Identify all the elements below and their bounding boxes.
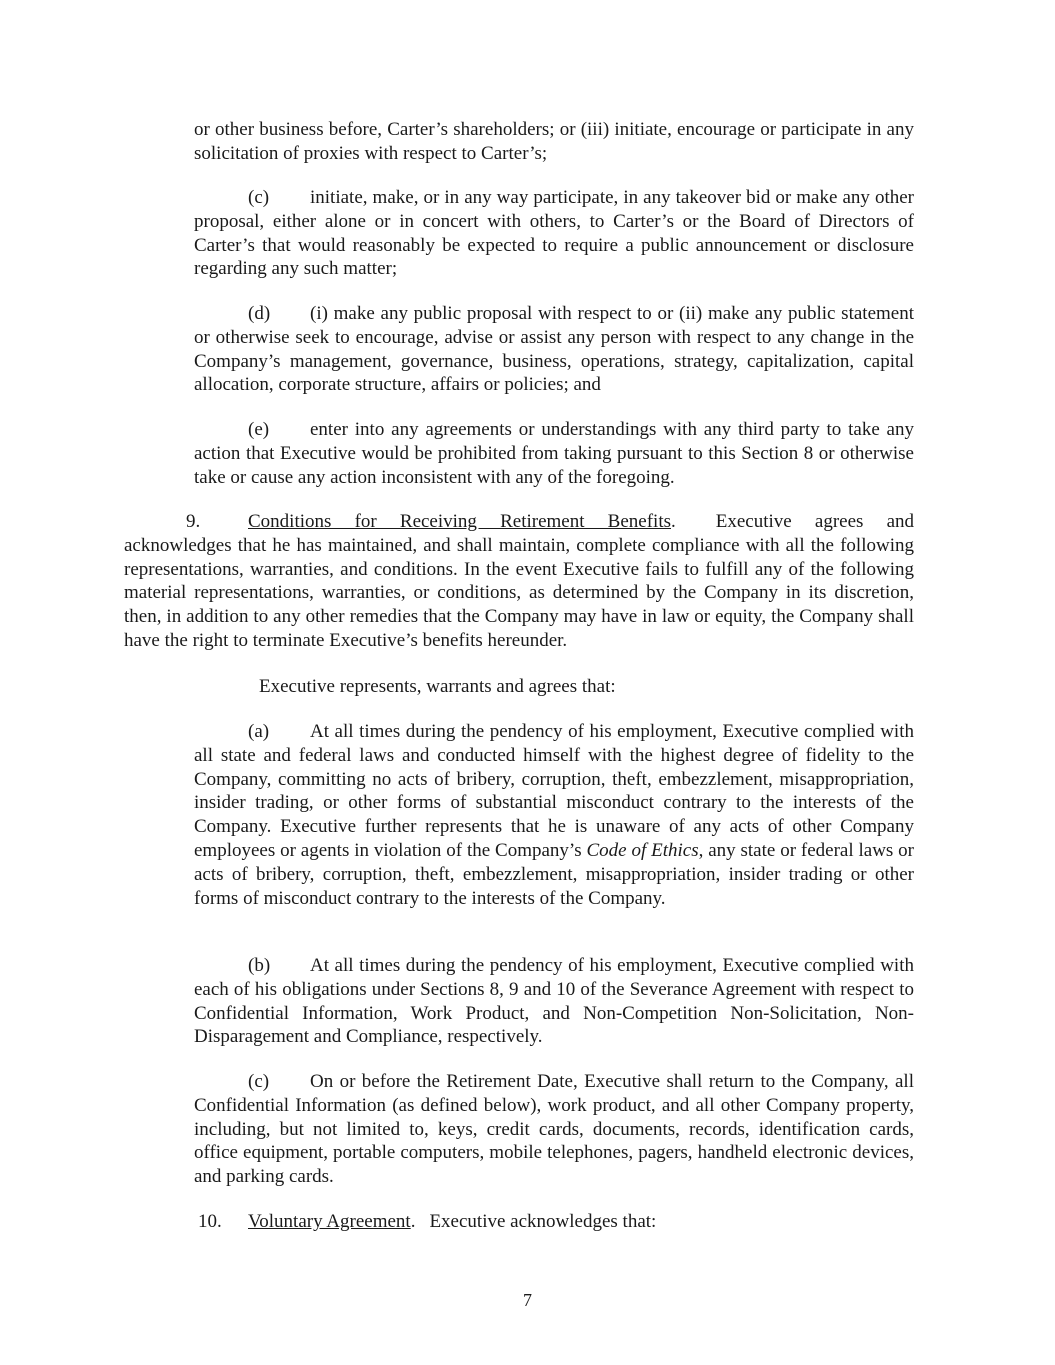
item-text: On or before the Retirement Date, Executive shall return to the Company, all Confidential Information (as defined below), work product, and all other Company property, including, but not limited to, keys, credit cards, documents, records, identification cards, office equipment, portable computers, mobile telephones, pagers, handheld electronic devices, and parking cards.	[194, 1071, 914, 1188]
section-number: 9.	[186, 511, 201, 532]
section-heading: Voluntary Agreement	[248, 1211, 411, 1232]
section-text: Executive agrees and acknowledges that he has maintained, and shall maintain, complete compliance with all the following representations, warranties, and conditions. In the event Executive fails to fulfill any of the following material representations, warranties, or conditions, as determined by the Company in its discretion, then, in addition to any other remedies that the Company may have in law or equity, the Company shall have the right to terminate Executive’s benefits hereunder.	[124, 511, 914, 651]
section-9a-paragraph: (a) At all times during the pendency of his employment, Executive complied with all state and federal laws and conducted himself with the highest degree of fidelity to the Company, committing no acts of bribery, corruption, theft, embezzlement, misappropriation, insider trading, or other forms of substantial misconduct contrary to the interests of the Company. Executive further represents that he is unaware of any acts of other Company employees or agents in violation of the Company’s Code of Ethics, any state or federal laws or acts of bribery, corruption, theft, embezzlement, misappropriation, insider trading or other forms of misconduct contrary to the interests of the Company.	[194, 721, 914, 909]
section-8c-paragraph	[194, 186, 914, 281]
section-9c-paragraph	[194, 1070, 914, 1189]
section-9-intro: Executive represents, warrants and agrees that:	[259, 676, 616, 697]
section-text: Executive acknowledges that:	[429, 1211, 657, 1232]
section-9b-paragraph	[194, 954, 914, 1049]
item-text: At all times during the pendency of his employment, Executive complied with each of his obligations under Sections 8, 9 and 10 of the Severance Agreement with respect to Confidential Information, Work Product, and Non-Competition Non-Solicitation, Non- Disparagement and Compliance, respectively.	[194, 955, 914, 1048]
item-marker: (e)	[248, 419, 270, 440]
page-number: 7	[523, 1290, 532, 1310]
item-marker: (c)	[248, 187, 270, 208]
item-marker: (a)	[248, 721, 270, 742]
section-8e-paragraph	[194, 418, 914, 489]
item-marker: (c)	[248, 1071, 270, 1092]
item-text: (i) make any public proposal with respect to or (ii) make any public statement or otherwise seek to encourage, advise or assist any person with respect to any change in the Company’s management, governance, business, operations, strategy, capitalization, capital allocation, corporate structure, affairs or policies; and	[194, 303, 914, 396]
item-text: initiate, make, or in any way participate, in any takeover bid or make any other proposal, either alone or in concert with others, to Carter’s or the Board of Directors of Carter’s that would reasonably be expected to require a public announcement or disclosure regarding any such matter;	[194, 187, 914, 280]
section-number: 10.	[198, 1211, 222, 1232]
code-of-ethics-reference: Code of Ethics	[586, 839, 699, 861]
section-10-paragraph: 10. Voluntary Agreement. Executive acknowledges that:	[198, 1211, 657, 1232]
section-8d-paragraph	[194, 302, 914, 397]
item-text: enter into any agreements or understandings with any third party to take any action that Executive would be prohibited from taking pursuant to this Section 8 or otherwise take or cause any action inconsistent with any of the foregoing.	[194, 419, 914, 488]
item-marker: (d)	[248, 303, 271, 324]
section-9-paragraph: 9. Conditions for Receiving Retirement Benefits. Executive agrees and acknowledges that he has maintained, and shall maintain, complete compliance with all the following representations, warranties, and conditions. In the event Executive fails to fulfill any of the following material representations, warranties, or conditions, as determined by the Company in its discretion, then, in addition to any other remedies that the Company may have in law or equity, the Company shall have the right to terminate Executive’s benefits hereunder.	[124, 511, 914, 651]
section-heading: Conditions for Receiving Retirement Benefits	[248, 511, 671, 532]
continuation-paragraph: or other business before, Carter’s shareholders; or (iii) initiate, encourage or participate in any solicitation of proxies with respect to Carter’s;	[194, 119, 914, 164]
item-marker: (b)	[248, 955, 271, 976]
